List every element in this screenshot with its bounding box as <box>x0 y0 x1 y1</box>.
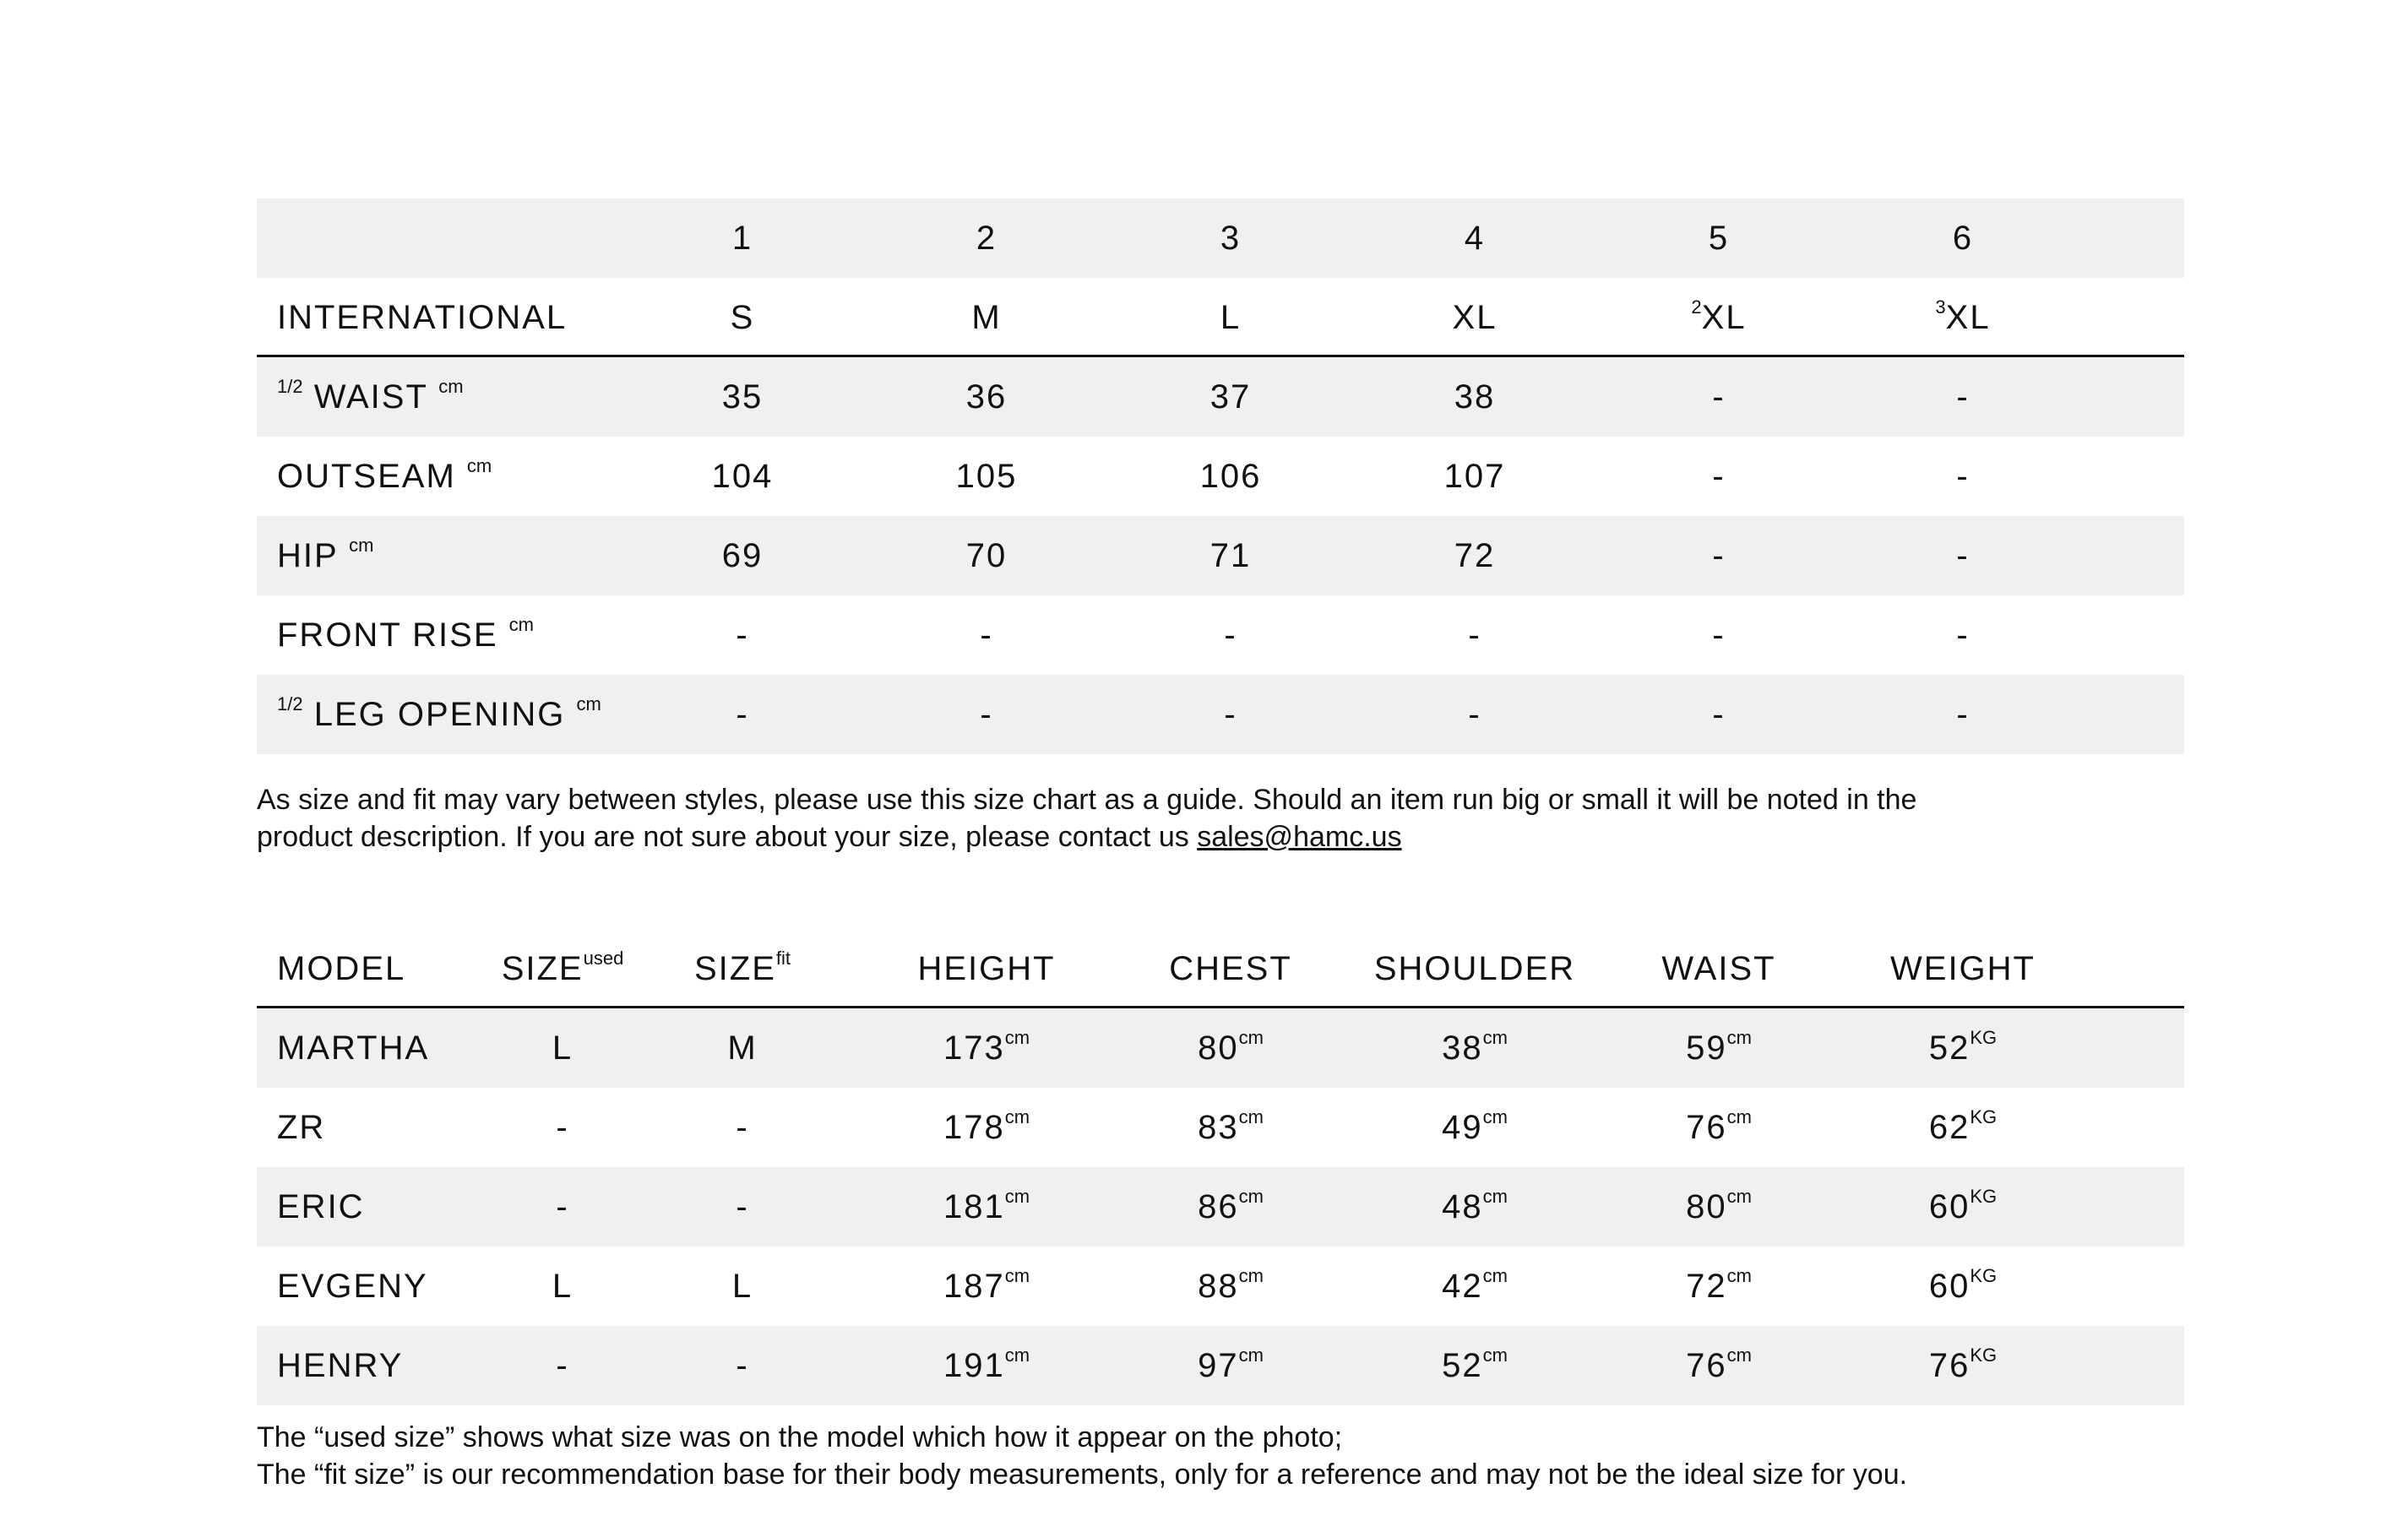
waist-label: $^{1/2}$ WAIST $^{cm}$ <box>277 375 464 416</box>
outseam-label: OUTSEAM $^{cm}$ <box>277 454 492 495</box>
model-weight: $62^{KG}$ <box>1928 1105 1998 1146</box>
size-note-line-2: product description. If you are not sure about your size, please contact us sales@hamc.us <box>257 821 1402 853</box>
international-size-1: S <box>730 299 755 336</box>
header-height: HEIGHT <box>917 950 1056 987</box>
leg-opening-value: - <box>1224 696 1237 733</box>
model-height: $187^{cm}$ <box>943 1264 1030 1305</box>
hip-label: HIP $^{cm}$ <box>277 534 374 574</box>
front-rise-value: - <box>1956 617 1970 654</box>
leg-opening-value: - <box>1712 696 1726 733</box>
leg-opening-value: - <box>1956 696 1970 733</box>
outseam-value: 104 <box>711 458 774 495</box>
hip-value: - <box>1712 537 1726 574</box>
hip-value: 71 <box>1209 537 1252 574</box>
leg-opening-value: - <box>980 696 993 733</box>
size-number-3: 3 <box>1220 220 1242 257</box>
international-size-row <box>257 278 2184 357</box>
model-name: EVGENY <box>277 1268 428 1305</box>
model-height: $191^{cm}$ <box>943 1344 1030 1384</box>
size-number-2: 2 <box>976 220 997 257</box>
model-weight: $52^{KG}$ <box>1928 1026 1998 1067</box>
header-model: MODEL <box>277 950 406 987</box>
sales-email-link[interactable]: sales@hamc.us <box>1197 821 1402 853</box>
hip-value: 69 <box>721 537 764 574</box>
international-size-2: M <box>971 299 1002 336</box>
model-size-used: L <box>552 1029 573 1067</box>
hip-value: 70 <box>965 537 1008 574</box>
international-label: INTERNATIONAL <box>277 299 568 336</box>
model-chest: $88^{cm}$ <box>1198 1264 1264 1305</box>
model-size-note <box>257 1419 2199 1493</box>
model-row-evgeny <box>257 1247 2184 1326</box>
model-size-used: - <box>556 1347 569 1384</box>
leg-opening-value: - <box>1468 696 1481 733</box>
model-size-fit: L <box>731 1268 753 1305</box>
model-name: HENRY <box>277 1347 404 1384</box>
header-size-used: $SIZE^{used}$ <box>501 947 624 987</box>
model-size-used: L <box>552 1268 573 1305</box>
international-size-5: $^2$XL <box>1691 296 1747 336</box>
header-weight: WEIGHT <box>1890 950 2036 987</box>
model-measurements-table <box>257 929 2184 1405</box>
waist-value: - <box>1956 378 1970 416</box>
model-shoulder: $38^{cm}$ <box>1442 1026 1508 1067</box>
front-rise-row <box>257 595 2184 675</box>
model-chest: $80^{cm}$ <box>1198 1026 1264 1067</box>
model-shoulder: $52^{cm}$ <box>1442 1344 1508 1384</box>
model-row-zr <box>257 1088 2184 1167</box>
size-number-header-row <box>257 198 2184 278</box>
hip-value: 72 <box>1454 537 1496 574</box>
header-shoulder: SHOULDER <box>1373 950 1576 987</box>
model-shoulder: $42^{cm}$ <box>1442 1264 1508 1305</box>
model-note-line-2: The “fit size” is our recommendation base for their body measurements, only for a reference and may not be the ideal size for you. <box>257 1459 1908 1491</box>
model-shoulder: $48^{cm}$ <box>1442 1185 1508 1225</box>
model-size-fit: - <box>736 1188 749 1225</box>
outseam-value: - <box>1712 458 1726 495</box>
front-rise-value: - <box>980 617 993 654</box>
waist-value: - <box>1712 378 1726 416</box>
model-waist: $76^{cm}$ <box>1686 1105 1752 1146</box>
leg-opening-row <box>257 675 2184 754</box>
waist-value: 37 <box>1209 378 1252 416</box>
front-rise-value: - <box>1224 617 1237 654</box>
leg-opening-value: - <box>736 696 749 733</box>
model-size-fit: - <box>736 1109 749 1146</box>
size-chart-table <box>257 198 2184 754</box>
hip-value: - <box>1956 537 1970 574</box>
model-row-martha <box>257 1008 2184 1088</box>
outseam-value: - <box>1956 458 1970 495</box>
waist-row <box>257 357 2184 437</box>
size-number-5: 5 <box>1708 220 1730 257</box>
model-height: $178^{cm}$ <box>943 1105 1030 1146</box>
outseam-value: 106 <box>1199 458 1262 495</box>
outseam-value: 105 <box>955 458 1018 495</box>
header-size-fit: $SIZE^{fit}$ <box>693 947 791 987</box>
international-size-6: $^3$XL <box>1935 296 1991 336</box>
model-size-used: - <box>556 1188 569 1225</box>
model-waist: $59^{cm}$ <box>1686 1026 1752 1067</box>
size-note-line-1: As size and fit may vary between styles, please use this size chart as a guide. Should an item run big or small it will be noted in the <box>257 784 1917 816</box>
front-rise-value: - <box>1712 617 1726 654</box>
model-waist: $76^{cm}$ <box>1686 1344 1752 1384</box>
outseam-value: 107 <box>1443 458 1506 495</box>
hip-row <box>257 516 2184 595</box>
model-row-eric <box>257 1167 2184 1247</box>
model-height: $173^{cm}$ <box>943 1026 1030 1067</box>
waist-value: 38 <box>1454 378 1496 416</box>
model-chest: $86^{cm}$ <box>1198 1185 1264 1225</box>
model-height: $181^{cm}$ <box>943 1185 1030 1225</box>
model-note-line-1: The “used size” shows what size was on the model which how it appear on the photo; <box>257 1421 1343 1453</box>
model-waist: $80^{cm}$ <box>1686 1185 1752 1225</box>
model-weight: $60^{KG}$ <box>1928 1264 1998 1305</box>
model-size-fit: - <box>736 1347 749 1384</box>
model-chest: $97^{cm}$ <box>1198 1344 1264 1384</box>
size-number-4: 4 <box>1464 220 1486 257</box>
model-weight: $76^{KG}$ <box>1928 1344 1998 1384</box>
waist-value: 36 <box>965 378 1008 416</box>
model-size-used: - <box>556 1109 569 1146</box>
international-size-3: L <box>1220 299 1242 336</box>
waist-value: 35 <box>721 378 764 416</box>
size-number-6: 6 <box>1952 220 1974 257</box>
model-table-header-row <box>257 929 2184 1008</box>
model-name: MARTHA <box>277 1029 430 1067</box>
model-size-fit: M <box>727 1029 758 1067</box>
header-waist: WAIST <box>1661 950 1776 987</box>
model-weight: $60^{KG}$ <box>1928 1185 1998 1225</box>
model-shoulder: $49^{cm}$ <box>1442 1105 1508 1146</box>
size-number-1: 1 <box>731 220 753 257</box>
model-name: ZR <box>277 1109 326 1146</box>
leg-opening-label: $^{1/2}$ LEG OPENING $^{cm}$ <box>277 693 601 733</box>
size-chart-note <box>257 781 2199 856</box>
model-waist: $72^{cm}$ <box>1686 1264 1752 1305</box>
model-name: ERIC <box>277 1188 365 1225</box>
front-rise-value: - <box>1468 617 1481 654</box>
model-row-henry <box>257 1326 2184 1405</box>
header-chest: CHEST <box>1169 950 1292 987</box>
international-size-4: XL <box>1452 299 1498 336</box>
outseam-row <box>257 437 2184 516</box>
front-rise-value: - <box>736 617 749 654</box>
front-rise-label: FRONT RISE $^{cm}$ <box>277 613 534 654</box>
model-chest: $83^{cm}$ <box>1198 1105 1264 1146</box>
